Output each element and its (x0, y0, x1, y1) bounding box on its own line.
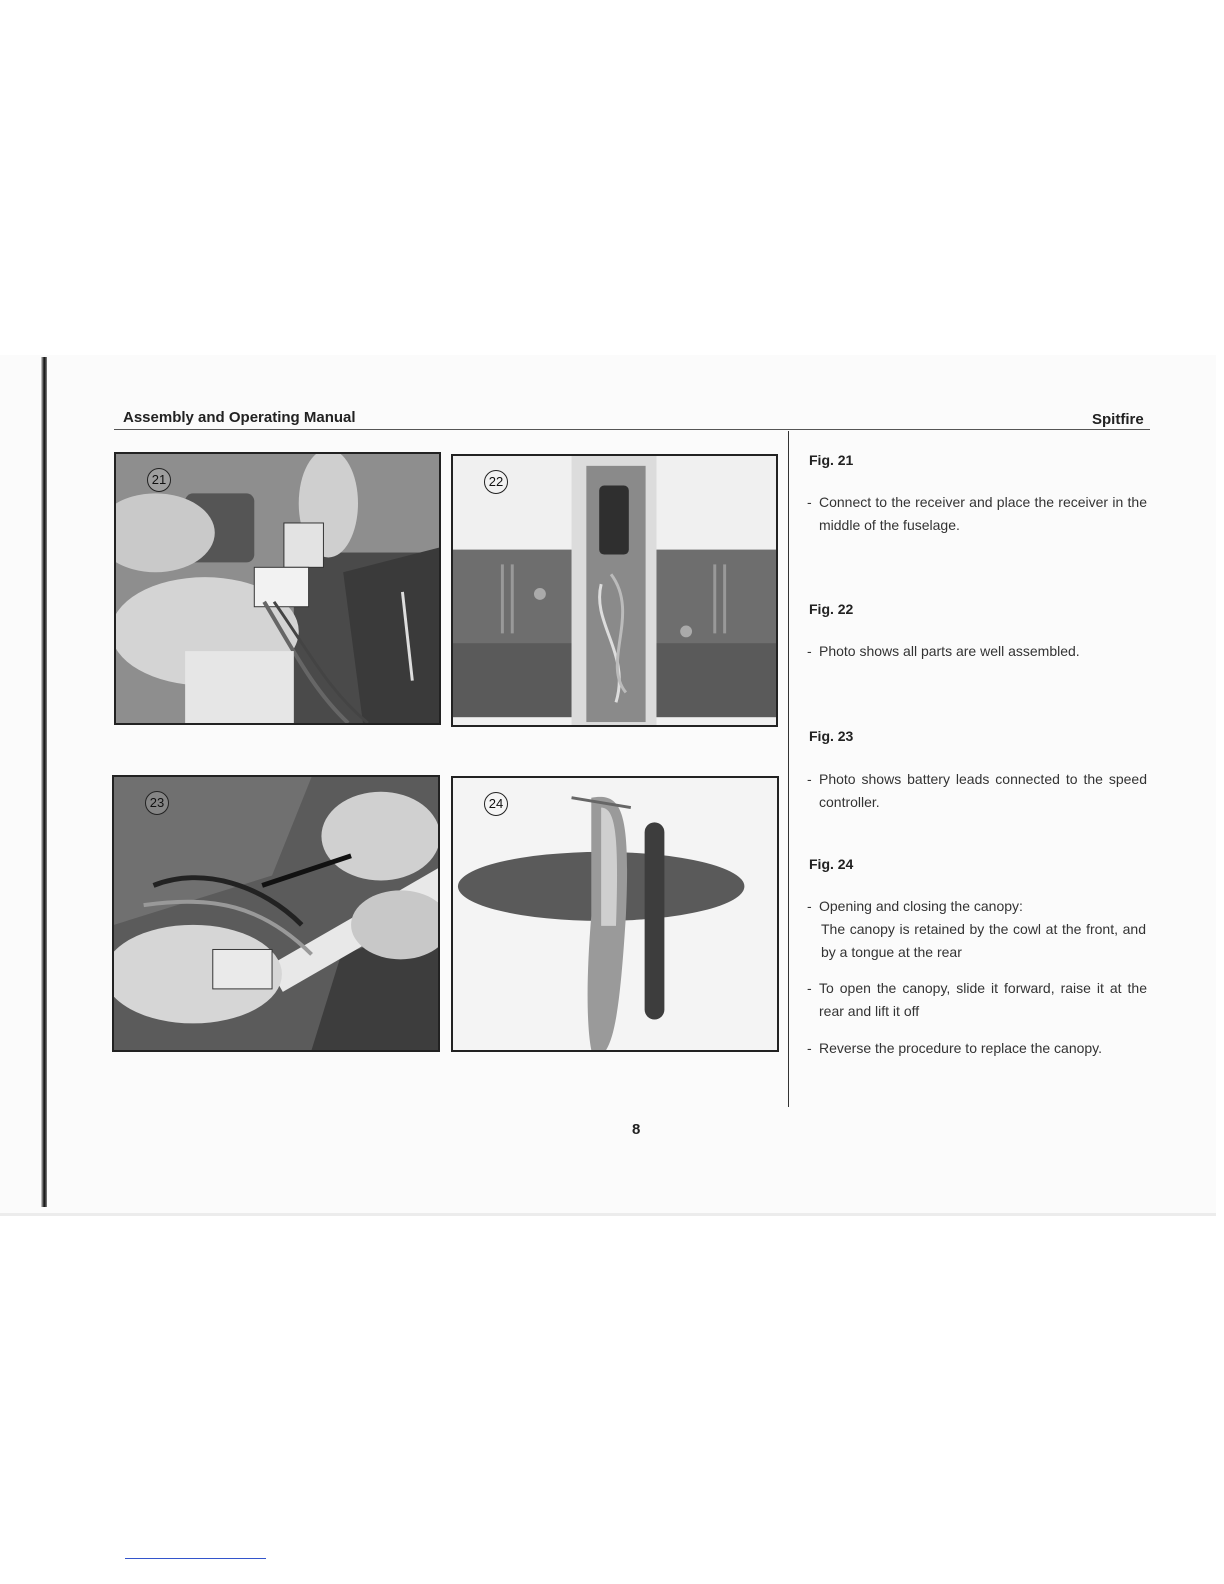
header-divider (114, 429, 1150, 430)
photo-number-badge: 22 (484, 470, 508, 494)
fig-21-title: Fig. 21 (809, 452, 854, 468)
fig-24-item: - To open the canopy, slide it forward, raise it at the rear and lift it off (807, 980, 1147, 1019)
photo-fig-23 (112, 775, 440, 1052)
fig-24-item: - Reverse the procedure to replace the canopy. (807, 1040, 1103, 1056)
photo-battery-leads (114, 777, 438, 1050)
page-number: 8 (632, 1121, 641, 1138)
photo-number-badge: 21 (147, 468, 171, 492)
photo-number-badge: 24 (484, 792, 508, 816)
photo-number-badge: 23 (145, 791, 169, 815)
photo-fig-21 (114, 452, 441, 725)
photo-assembled-fuselage (453, 456, 776, 725)
fig-24-subtext: The canopy is retained by the cowl at the front, and by a tongue at the rear (821, 921, 1146, 960)
fig-23-item: - Photo shows battery leads connected to the speed controller. (807, 771, 1147, 810)
fig-21-item: - Connect to the receiver and place the receiver in the middle of the fuselage. (807, 494, 1147, 533)
photo-fig-22 (451, 454, 778, 727)
photo-fig-24 (451, 776, 779, 1052)
photo-receiver-connection (116, 454, 439, 723)
photo-canopy-removed (453, 778, 777, 1050)
manual-title: Assembly and Operating Manual (123, 409, 356, 426)
fig-24-item: - Opening and closing the canopy: (807, 898, 1023, 914)
column-divider (788, 431, 789, 1107)
fig-22-item: - Photo shows all parts are well assembled. (807, 643, 1080, 659)
fig-22-title: Fig. 22 (809, 601, 854, 617)
model-name: Spitfire (1092, 411, 1144, 428)
bottom-underline (125, 1558, 266, 1559)
page-binding-edge (41, 357, 47, 1207)
fig-23-title: Fig. 23 (809, 728, 854, 744)
manual-page (0, 355, 1216, 1216)
fig-24-title: Fig. 24 (809, 856, 854, 872)
